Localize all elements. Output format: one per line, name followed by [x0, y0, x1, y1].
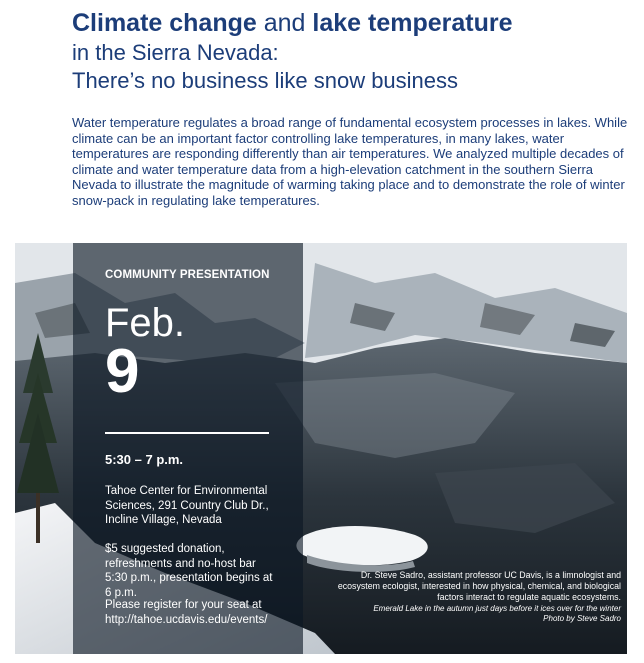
speaker-bio: Dr. Steve Sadro, assistant professor UC Davis, is a limnologist and ecosystem ecologist, interested in how physical, chemical, and biological factors interact to regulate aquatic ecosystems.: [337, 570, 621, 602]
event-price: $5 suggested donation, refreshments and no-host bar 5:30 p.m., presentation begins at 6 p.m.: [105, 543, 273, 599]
event-month: Feb.: [105, 301, 186, 345]
event-day: 9: [105, 337, 140, 406]
event-label: COMMUNITY PRESENTATION: [105, 269, 270, 281]
divider: [105, 432, 269, 434]
event-venue: Tahoe Center for Environmental Sciences, 291 Country Club Dr., Incline Village, Nevada: [105, 485, 269, 526]
title-and: and: [256, 9, 313, 37]
intro-paragraph: Water temperature regulates a broad range of fundamental ecosystem processes in lakes. While climate can be an important factor controlling lake temperatures, in many lakes, water temperatures are responding differently than air temperatures. We analyzed multiple decades of climate and water temperature data from a high-elevation catchment in the southern Sierra Nevada to illustrate the magnitude of warming taking place and to demonstrate the role of winter snow-pack in regulating lake temperatures.: [72, 115, 628, 208]
title-line-2: in the Sierra Nevada:: [72, 40, 279, 65]
event-panel: [73, 243, 303, 654]
photo-caption: [333, 570, 621, 623]
lake-photo: [15, 243, 627, 654]
photo-caption-text: Emerald Lake in the autumn just days before it ices over for the winter: [373, 604, 621, 614]
main-title: [72, 8, 632, 39]
event-time: 5:30 – 7 p.m.: [105, 452, 184, 467]
photo-credit: Photo by Steve Sadro: [543, 613, 621, 623]
title-line-3: There’s no business like snow business: [72, 68, 459, 93]
title-bold-lake: lake temperature: [312, 9, 513, 37]
title-bold-climate: Climate change: [72, 9, 257, 37]
event-register: Please register for your seat at http://tahoe.ucdavis.edu/events/: [105, 599, 268, 626]
title-block: [72, 8, 632, 95]
